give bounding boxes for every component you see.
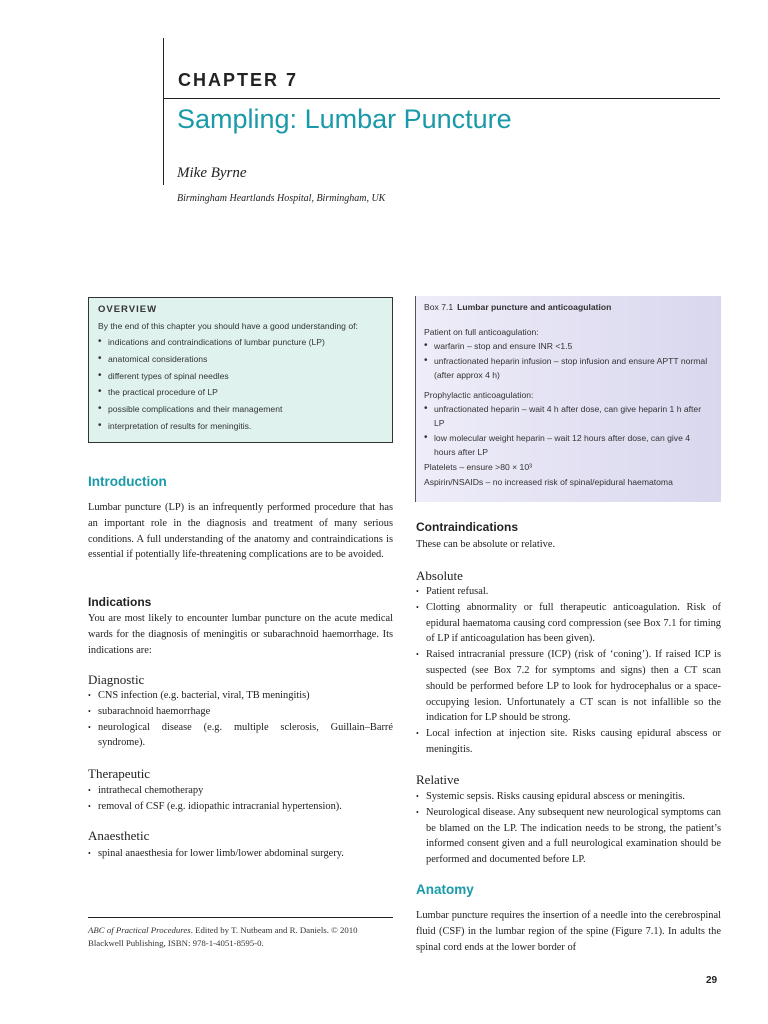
diagnostic-list — [88, 688, 393, 751]
introduction-paragraph: Lumbar puncture (LP) is an infrequently performed procedure that has an important role in the diagnosis and treatment of many serious conditions. A full understanding of the anatomy and contraindications is essential if potentially life-threatening complications are to be avoided. — [88, 502, 393, 561]
box-7-1-subheading-full: Patient on full anticoagulation: — [424, 327, 539, 337]
footnote — [88, 924, 393, 950]
absolute-list — [416, 584, 721, 758]
anaesthetic-list — [88, 846, 393, 862]
therapeutic-item: • intrathecal chemotherapy — [88, 783, 393, 799]
box-7-1-heading: Lumbar puncture and anticoagulation — [457, 302, 612, 312]
absolute-item: • Patient refusal. — [416, 584, 721, 600]
relative-list — [416, 789, 721, 868]
box-7-1-item: • warfarin – stop and ensure INR <1.5 — [424, 339, 713, 354]
diagnostic-item: • subarachnoid haemorrhage — [88, 704, 393, 720]
therapeutic-item: • removal of CSF (e.g. idiopathic intracranial hypertension). — [88, 799, 393, 815]
footnote-book-title: ABC of Practical Procedures — [88, 925, 191, 935]
overview-intro: By the end of this chapter you should have a good understanding of: — [98, 321, 358, 331]
box-7-1-label: Box 7.1 — [424, 302, 454, 312]
box-7-1-item: • unfractionated heparin – wait 4 h after dose, can give heparin 1 h after LP — [424, 402, 713, 431]
overview-list — [98, 334, 384, 435]
anaesthetic-heading: Anaesthetic — [88, 828, 150, 843]
page-number: 29 — [706, 975, 718, 986]
box-7-1-title — [424, 302, 713, 312]
box-7-1-list-full — [424, 339, 713, 383]
indications-heading: Indications — [88, 595, 152, 609]
overview-item: • indications and contraindications of lumbar puncture (LP) — [98, 334, 384, 351]
author-name: Mike Byrne — [177, 165, 247, 181]
box-7-1-platelets: Platelets – ensure >80 × 10³ — [424, 461, 532, 472]
box-7-1 — [415, 296, 721, 502]
therapeutic-list — [88, 783, 393, 815]
relative-item: • Systemic sepsis. Risks causing epidural abscess or meningitis. — [416, 789, 721, 805]
box-7-1-item: • unfractionated heparin infusion – stop infusion and ensure APTT normal (after approx 4 h) — [424, 354, 713, 383]
diagnostic-item: • CNS infection (e.g. bacterial, viral, TB meningitis) — [88, 688, 393, 704]
chapter-title: Sampling: Lumbar Puncture — [177, 104, 512, 134]
overview-heading: OVERVIEW — [98, 304, 158, 315]
header-vertical-rule — [163, 38, 164, 185]
relative-heading: Relative — [416, 772, 460, 787]
absolute-heading: Absolute — [416, 568, 463, 583]
contraindications-paragraph: These can be absolute or relative. — [416, 539, 556, 550]
diagnostic-item: • neurological disease (e.g. multiple sclerosis, Guillain–Barré syndrome). — [88, 720, 393, 752]
anaesthetic-item: • spinal anaesthesia for lower limb/lower abdominal surgery. — [88, 846, 393, 862]
anatomy-paragraph: Lumbar puncture requires the insertion of a needle into the cerebrospinal fluid (CSF) in the lumbar region of the spine (Figure 7.1). In adults the spinal cord ends at the lower border of — [416, 910, 721, 953]
contraindications-heading: Contraindications — [416, 520, 519, 534]
anatomy-heading: Anatomy — [416, 882, 474, 897]
absolute-item: • Local infection at injection site. Risks causing epidural abscess or meningitis. — [416, 726, 721, 758]
absolute-item: • Clotting abnormality or full therapeutic anticoagulation. Risk of epidural haematoma causing cord compression (see Box 7.1 for timing of LP if anticoagulation has been given). — [416, 600, 721, 647]
relative-item: • Neurological disease. Any subsequent new neurological symptoms can be blamed on the LP. The indication needs to be strong, the patient’s informed consent given and a full neurological examination should be performed and documented before LP. — [416, 805, 721, 868]
footnote-rule — [88, 917, 393, 918]
box-7-1-subheading-prophylactic: Prophylactic anticoagulation: — [424, 389, 534, 400]
overview-item: • the practical procedure of LP — [98, 384, 384, 401]
author-affiliation: Birmingham Heartlands Hospital, Birmingham, UK — [177, 193, 386, 204]
chapter-label: CHAPTER 7 — [178, 70, 299, 90]
box-7-1-left-rule — [415, 296, 416, 502]
box-7-1-list-prophylactic — [424, 402, 713, 460]
box-7-1-aspirin: Aspirin/NSAIDs – no increased risk of spinal/epidural haematoma — [424, 476, 673, 487]
overview-item: • possible complications and their management — [98, 401, 384, 418]
indications-paragraph: You are most likely to encounter lumbar puncture on the acute medical wards for the diagnosis of meningitis or subarachnoid haemorrhage. Its indications are: — [88, 613, 393, 656]
box-7-1-item: • low molecular weight heparin – wait 12 hours after dose, can give 4 hours after LP — [424, 431, 713, 460]
therapeutic-heading: Therapeutic — [88, 766, 151, 781]
footnote-text: . Edited by T. Nutbeam and R. Daniels. © 2010 Blackwell Publishing, ISBN: 978-1-4051-8595-0. — [88, 925, 358, 948]
header-horizontal-rule — [163, 98, 720, 99]
diagnostic-heading: Diagnostic — [88, 672, 145, 687]
overview-item: • interpretation of results for meningitis. — [98, 418, 384, 435]
absolute-item: • Raised intracranial pressure (ICP) (risk of ‘coning’). If raised ICP is suspected (see Box 7.2 for symptoms and signs) then a CT scan should be performed before LP to look for hydrocephalus or a space-occupying lesion. Unfortunately a CT scan is not infallible so the indication for LP should be strong. — [416, 647, 721, 726]
overview-box — [88, 297, 393, 443]
introduction-heading: Introduction — [88, 474, 167, 489]
overview-item: • different types of spinal needles — [98, 368, 384, 385]
overview-item: • anatomical considerations — [98, 351, 384, 368]
